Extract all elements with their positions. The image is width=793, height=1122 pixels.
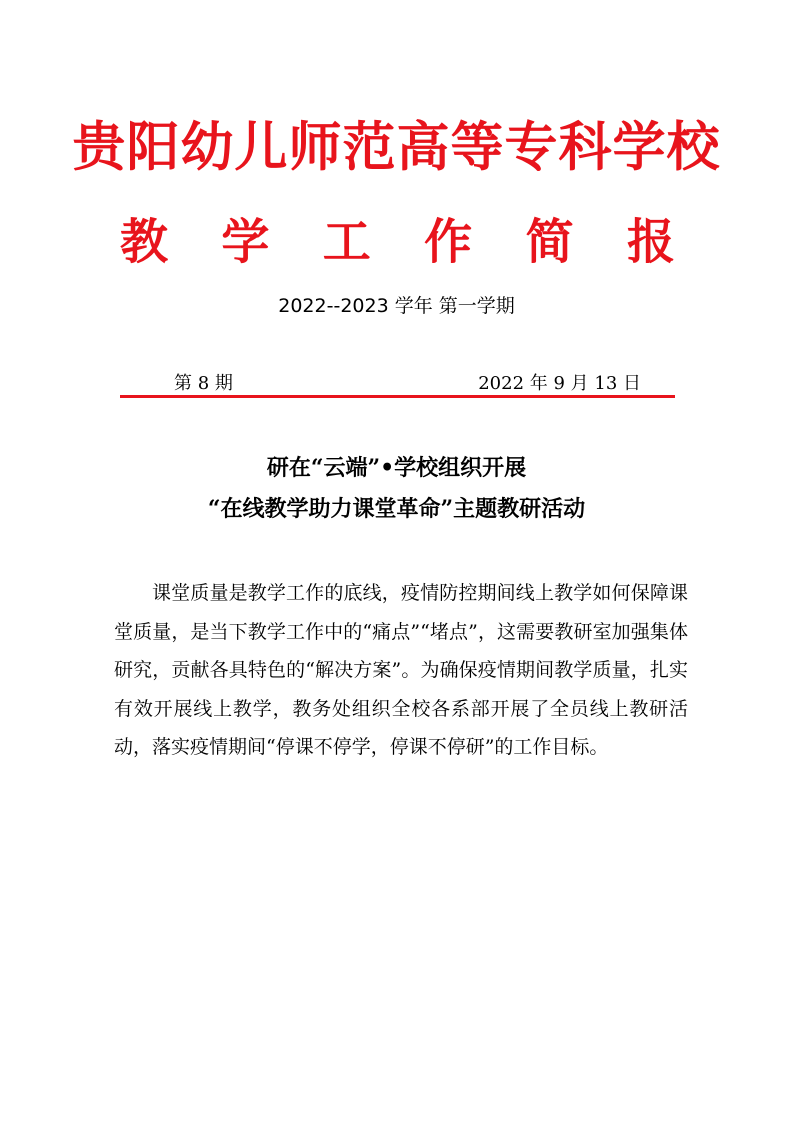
bulletin-title-char: 简 xyxy=(525,214,574,270)
bulletin-title-char: 工 xyxy=(322,214,371,270)
bulletin-title-char: 作 xyxy=(424,214,473,270)
bulletin-title xyxy=(120,210,675,274)
article-headline-line2: “在线教学助力课堂革命”主题教研活动 xyxy=(207,496,586,522)
bulletin-title-char: 学 xyxy=(221,214,270,270)
article-body: 课堂质量是教学工作的底线，疫情防控期间线上教学如何保障课堂质量，是当下教学工作中的“痛点”“堵点”，这需要教研室加强集体研究，贡献各具特色的“解决方案”。为确保疫情期间教学质量，扎实有效开展线上教学，教务处组织全校各系部开展了全员线上教研活动，落实疫情期间“停课不停学，停课不停研”的工作目标。 xyxy=(114,582,688,758)
academic-term: 2022--2023 学年 第一学期 xyxy=(278,295,515,317)
issue-number: 第 8 期 xyxy=(174,373,233,394)
bulletin-title-char: 教 xyxy=(120,214,169,270)
article-headline-line1: 研在“云端”•学校组织开展 xyxy=(266,455,527,481)
header-divider xyxy=(120,395,675,398)
bulletin-title-char: 报 xyxy=(626,214,675,270)
school-name: 贵阳幼儿师范高等专科学校 xyxy=(72,116,721,178)
issue-date: 2022 年 9 月 13 日 xyxy=(478,373,641,394)
issue-info-row xyxy=(174,371,641,397)
